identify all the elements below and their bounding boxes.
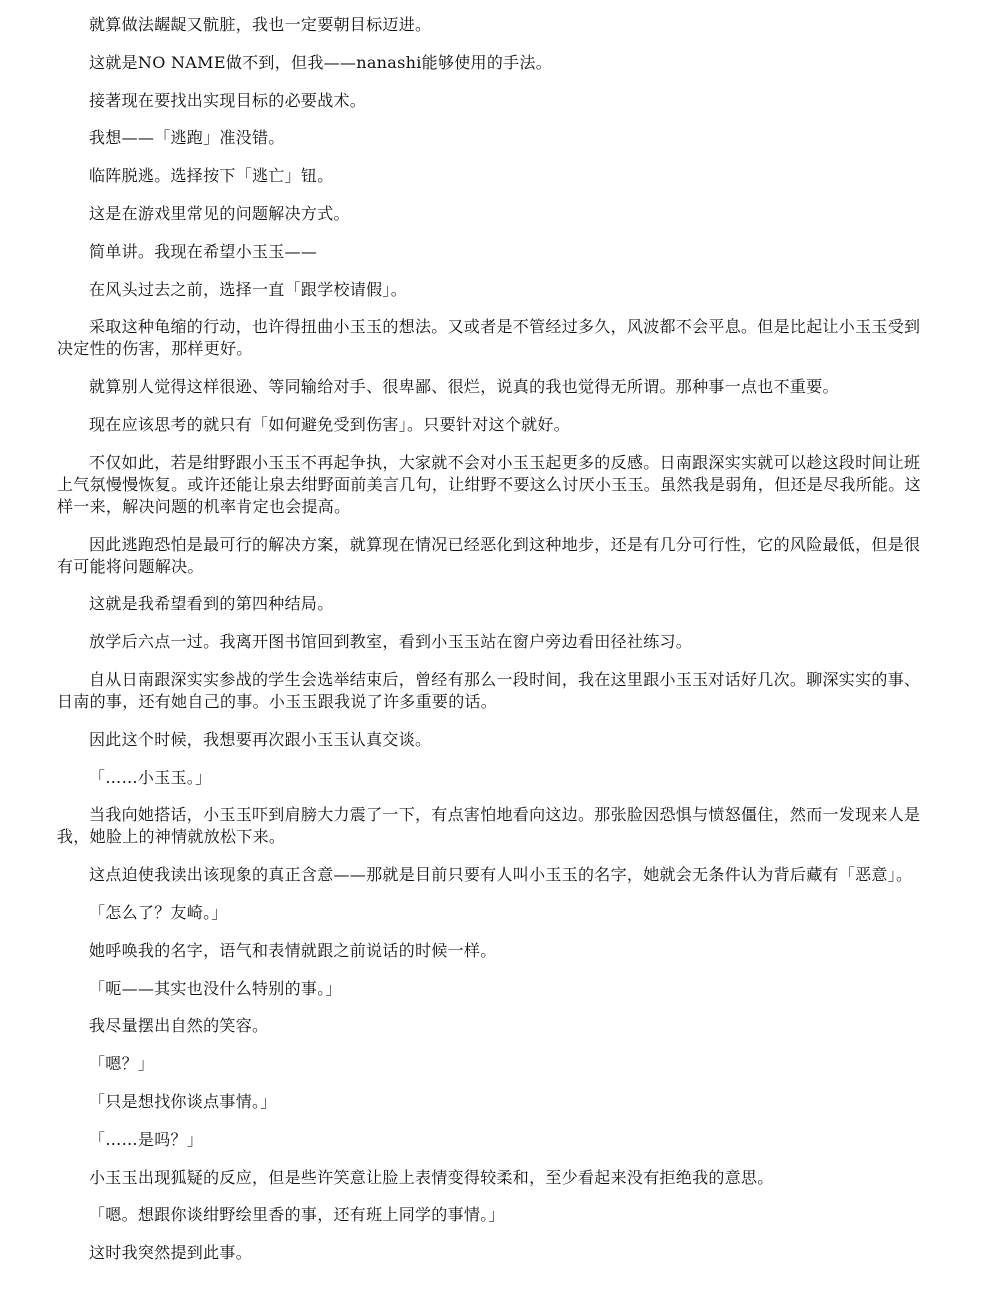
paragraph: 现在应该思考的就只有「如何避免受到伤害」。只要针对这个就好。 xyxy=(89,414,571,434)
paragraph: 因此逃跑恐怕是最可行的解决方案，就算现在情况已经恶化到这种地步，还是有几分可行性，它的风险最低，但是很有可能将问题解决。 xyxy=(57,534,921,576)
paragraph: 「嗯？」 xyxy=(89,1054,155,1074)
paragraph: 临阵脱逃。选择按下「逃亡」钮。 xyxy=(89,166,334,186)
paragraph: 接著现在要找出实现目标的必要战术。 xyxy=(89,90,367,110)
paragraph: 「怎么了？友崎。」 xyxy=(89,902,228,922)
paragraph: 这就是我希望看到的第四种结局。 xyxy=(89,594,334,614)
paragraph: 「……小玉玉。」 xyxy=(89,767,212,787)
paragraph: 这就是NO NAME做不到，但我——nanashi能够使用的手法。 xyxy=(89,52,553,72)
paragraph: 她呼唤我的名字，语气和表情就跟之前说话的时候一样。 xyxy=(89,940,497,960)
paragraph: 自从日南跟深实实参战的学生会选举结束后，曾经有那么一段时间，我在这里跟小玉玉对话好几次。聊深实实的事、日南的事，还有她自己的事。小玉玉跟我说了许多重要的话。 xyxy=(57,669,921,711)
paragraph: 就算别人觉得这样很逊、等同输给对手、很卑鄙、很烂，说真的我也觉得无所谓。那种事一点也不重要。 xyxy=(89,377,839,397)
paragraph: 在风头过去之前，选择一直「跟学校请假」。 xyxy=(89,279,408,299)
paragraph: 「只是想找你谈点事情。」 xyxy=(89,1091,277,1111)
paragraph: 我想——「逃跑」准没错。 xyxy=(89,128,285,148)
paragraph: 放学后六点一过。我离开图书馆回到教室，看到小玉玉站在窗户旁边看田径社练习。 xyxy=(89,632,693,652)
paragraph: 当我向她搭话，小玉玉吓到肩膀大力震了一下，有点害怕地看向这边。那张脸因恐惧与愤怒僵住，然而一发现来人是我，她脸上的神情就放松下来。 xyxy=(57,805,921,847)
paragraph: 「嗯。想跟你谈绀野绘里香的事，还有班上同学的事情。」 xyxy=(89,1205,505,1225)
paragraph: 就算做法龌龊又骯脏，我也一定要朝目标迈进。 xyxy=(89,15,432,34)
paragraph: 「呃——其实也没什么特别的事。」 xyxy=(89,978,342,998)
paragraph: 小玉玉出现狐疑的反应，但是些许笑意让脸上表情变得较柔和，至少看起来没有拒绝我的意思。 xyxy=(89,1167,774,1187)
paragraph: 采取这种龟缩的行动，也许得扭曲小玉玉的想法。又或者是不管经过多久，风波都不会平息。但是比起让小玉玉受到决定性的伤害，那样更好。 xyxy=(57,317,921,359)
paragraph: 因此这个时候，我想要再次跟小玉玉认真交谈。 xyxy=(89,729,432,749)
paragraph: 这点迫使我读出该现象的真正含意——那就是目前只要有人叫小玉玉的名字，她就会无条件认为背后藏有「恶意」。 xyxy=(89,865,913,885)
paragraph: 这时我突然提到此事。 xyxy=(89,1243,253,1263)
paragraph: 简单讲。我现在希望小玉玉—— xyxy=(89,241,318,261)
paragraph: 「……是吗？」 xyxy=(89,1129,204,1149)
paragraph: 不仅如此，若是绀野跟小玉玉不再起争执，大家就不会对小玉玉起更多的反感。日南跟深实实就可以趁这段时间让班上气氛慢慢恢复。或许还能让泉去绀野面前美言几句，让绀野不要这么讨厌小玉玉。虽然我是弱角，但还是尽我所能。这样一来，解决问题的机率肯定也会提高。 xyxy=(57,452,921,516)
paragraph: 我尽量摆出自然的笑容。 xyxy=(89,1016,269,1036)
paragraph: 这是在游戏里常见的问题解决方式。 xyxy=(89,203,350,223)
